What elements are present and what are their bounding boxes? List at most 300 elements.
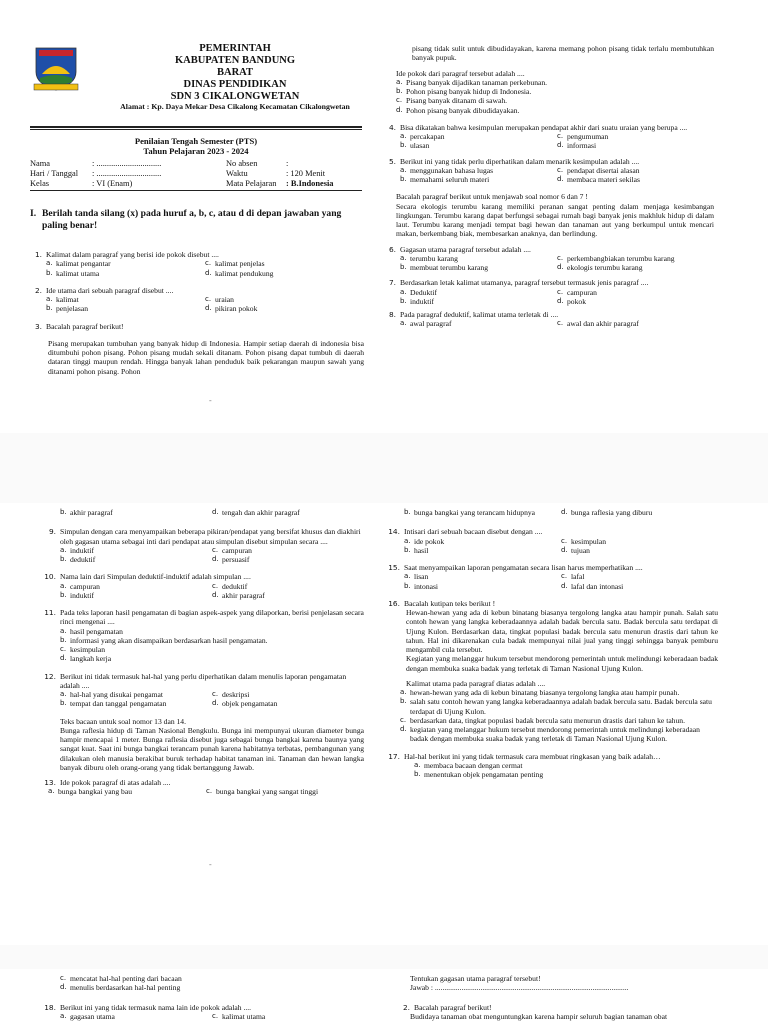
reading-passage: Budidaya tanaman obat menguntungkan karena hampir seluruh bagian tanaman obat [410,1011,668,1021]
option-text: membaca bacaan dengan cermat [424,760,523,770]
page-marker: - [209,860,212,869]
option-letter: a. [396,77,403,86]
answer-option[interactable] [557,297,714,306]
answer-option[interactable] [400,688,718,697]
question [30,286,364,314]
option-letter: b. [60,590,67,599]
option-letter: b. [60,635,67,644]
field-label: No absen [226,158,258,168]
option-letter: b. [400,697,407,706]
question [44,1003,364,1022]
option-letter: a. [60,1011,67,1020]
option-text: kesimpulan [70,645,106,654]
answer-option[interactable] [400,725,718,744]
answer-option[interactable] [414,770,718,779]
option-text: lafal [571,572,585,582]
page-gap [0,945,768,969]
option-text: awal dan akhir paragraf [567,319,639,329]
page-1 [0,0,768,432]
option-text: campuran [222,545,252,555]
option-text: Deduktif [410,287,437,297]
answer-option[interactable] [396,87,714,96]
option-letter: d. [557,263,564,271]
option-list [388,761,718,780]
option-text: kalimat utama [222,1011,266,1021]
option-list [388,688,718,744]
question [388,599,718,744]
answer-option[interactable] [396,96,714,105]
question-number: 17. [388,751,400,761]
page1-right-column [384,44,714,333]
essay-prompt: Tentukan gagasan utama paragraf tersebut! [410,974,541,983]
option-text: ekologis terumbu karang [567,263,643,272]
option-text: hal-hal yang disukai pengamat [70,690,163,699]
question [384,157,714,185]
option-text: informasi [567,141,597,151]
answer-option[interactable] [48,787,206,796]
option-letter: d. [212,508,219,516]
answer-option[interactable] [60,983,364,992]
option-letter: c. [557,165,564,174]
essay-question [398,1003,718,1012]
option-text: bunga raflesia yang diburu [571,508,653,517]
option-letter: a. [400,688,407,696]
option-letter: b. [404,545,411,554]
option-text: membuat terumbu karang [410,263,489,272]
option-text: hewan-hewan yang ada di kebun binatang biasanya tergolong langka atau hampir punah. [410,688,680,697]
answer-option[interactable] [212,582,364,591]
question [388,563,718,591]
answer-line[interactable]: Jawab : ...................................................................................................... [410,983,629,993]
answer-option[interactable] [212,555,364,564]
option-letter: d. [396,105,403,114]
question-text: Hal-hal berikut ini yang tidak termasuk cara membuat ringkasan yang baik adalah… [404,751,661,761]
option-text: kalimat penjelas [215,259,265,269]
answer-option[interactable] [557,288,714,297]
option-text: persuasif [222,555,250,564]
option-letter: c. [557,253,564,262]
answer-option[interactable] [60,636,364,645]
option-letter: b. [46,304,53,313]
answer-option[interactable] [60,654,364,663]
option-letter: b. [60,699,67,708]
page-3 [0,970,768,1024]
question-text: Saat menyampaikan laporan pengamatan secara lisan harus memperhatikan .... [404,563,643,572]
answer-option[interactable] [60,627,364,636]
answer-option[interactable] [557,254,714,263]
option-text: mencatat hal-hal penting dari bacaan [70,974,182,983]
option-text: induktif [410,296,435,306]
option-text: menentukan objek pengamatan penting [424,770,544,779]
option-letter: c. [557,287,564,296]
question-number: 2. [402,1002,410,1012]
option-letter: b. [400,141,407,150]
question-text: Intisari dari sebuah bacaan disebut dengan .... [404,527,543,537]
option-letter: d. [557,175,564,183]
question-number: 1. [34,250,42,259]
answer-option[interactable] [205,259,364,268]
question [44,572,364,600]
question-number: 7. [388,278,396,288]
page-2 [0,504,768,944]
answer-option[interactable] [561,582,718,591]
reading-passage: Bunga raflesia hidup di Taman Nasional Bengkulu. Bunga ini mempunyai ukuran diameter bunga hampir mencapai 1 meter. Bunga raflesia disebut juga sebagai bunga bangkai karena baunya yang sangat kuat. Saat ini bunga bangkai terancam punah karena habitatnya terbatas, pembangunan yang dilakukan oleh manusia berakibat buruk terhadap habitat tanaman ini. Tanaman dan hewan langka banyak diburu oleh orang-orang yang tidak bertanggung Jawab. [60,725,364,772]
answer-option[interactable] [404,582,561,591]
option-letter: d. [557,296,564,305]
option-letter: d. [557,141,564,150]
option-text: tempat dan tanggal pengamatan [70,699,167,709]
answer-option[interactable] [60,690,212,699]
answer-option[interactable] [561,537,718,546]
answer-option[interactable] [400,288,557,297]
exam-title: Penilaian Tengah Semester (PTS) [134,136,258,146]
option-text: kalimat pendukung [215,268,274,278]
option-text: terumbu karang [410,253,458,263]
page3-left-column [44,974,364,1024]
answer-option[interactable] [404,537,561,546]
question-text: Pada paragraf deduktif, kalimat utama terletak di .... [400,310,559,319]
question-text: Bisa dikatakan bahwa kesimpulan merupakan pendapat akhir dari suatu uraian yang berupa .... [400,122,688,132]
option-letter: b. [60,555,67,563]
answer-option[interactable] [400,166,557,175]
option-letter: c. [212,1011,219,1020]
option-text: bunga bangkai yang terancam hidupnya [414,508,536,517]
option-text: lisan [414,572,429,582]
answer-option[interactable] [400,132,557,141]
question [44,608,364,664]
option-letter: d. [561,581,568,590]
question [30,250,364,278]
answer-option[interactable] [46,269,205,278]
question [388,527,718,555]
option-list [44,627,364,664]
header-line: PEMERINTAH [199,43,271,54]
option-text: deduktif [70,555,96,564]
header-divider [30,126,362,128]
option-text: hasil pengamatan [70,626,123,636]
option-letter: c. [205,259,212,268]
option-text: kalimat pengantar [56,259,111,269]
question-number: 12. [44,671,56,681]
answer-option[interactable] [557,263,714,272]
option-text: menulis berdasarkan hal-hal penting [70,983,181,993]
answer-option[interactable] [400,319,557,328]
answer-option[interactable] [212,546,364,555]
option-text: tengah dan akhir paragraf [222,508,300,517]
answer-option[interactable] [400,716,718,725]
option-text: gagasan utama [70,1011,115,1021]
field-label: Mata Pelajaran [226,179,277,189]
option-text: akhir paragraf [70,508,113,517]
option-text: pengumuman [567,132,609,141]
answer-option[interactable] [60,546,212,555]
answer-option[interactable] [557,141,714,150]
option-text: deskripsi [222,690,250,699]
option-letter: c. [557,132,564,140]
answer-option[interactable] [46,304,205,313]
answer-option[interactable] [400,254,557,263]
district-logo [30,44,82,92]
question-text: Simpulan dengan cara menyampaikan beberapa pikiran/pendapat yang bersifat khusus dan diakhiri oleh gagasan utama sebagai inti dari pendapat atau simpulan disebut simpulan secara .... [60,527,361,546]
question-text: Gagasan utama paragraf tersebut adalah .... [400,244,531,254]
option-text: campuran [567,287,597,297]
answer-option[interactable] [561,546,718,555]
option-letter: b. [404,581,411,590]
field-value: : 120 Menit [286,169,326,179]
answer-option[interactable] [557,132,714,141]
answer-option[interactable] [561,508,718,517]
question [44,672,364,709]
answer-option[interactable] [205,295,364,304]
answer-option[interactable] [60,591,212,600]
option-letter: b. [396,87,403,95]
answer-option[interactable] [60,699,212,708]
option-letter: d. [561,508,568,516]
option-letter: d. [212,590,219,599]
option-letter: a. [414,760,421,769]
answer-option[interactable] [205,269,364,278]
option-list [44,508,364,517]
question-number: 10. [44,572,56,582]
option-text: Pohon pisang banyak dibudidayakan. [406,105,520,115]
option-letter: d. [205,304,212,313]
answer-option[interactable] [212,591,364,600]
question-text: Bacalah paragraf berikut! [414,1002,492,1012]
option-text: tujuan [571,545,590,555]
option-letter: c. [396,96,403,105]
option-letter: c. [212,581,219,590]
passage-continuation: pisang tidak sulit untuk dibudidayakan, karena memang pohon pisang tidak terlalu membutuhkan banyak pupuk. [412,44,714,63]
question [30,322,364,331]
question-number: 9. [48,527,56,537]
option-text: ulasan [410,141,430,151]
reading-passage: Secara ekologis terumbu karang memiliki peranan sangat penting dalam menjaga kesimbangan lingkungan. Terumbu karang dapat berfungsi sebagai rumah bagi banyak jenis makhluk hidup di dalam laut. Terumbu karang menjadi tempat bagi hewan dan tanaman aut yang berkumpul untuk mencari makan, berkembang biak, membesarkan anaknya, dan berlindung. [396,201,714,239]
section-instruction [30,208,364,231]
question [384,245,714,273]
answer-option[interactable] [212,1012,364,1021]
option-letter: a. [48,787,55,796]
exam-year: Tahun Pelajaran 2023 - 2024 [143,146,249,157]
question-text: Kalimat dalam paragraf yang berisi ide pokok disebut .... [46,250,219,259]
reading-passage: Pisang merupakan tumbuhan yang banyak hidup di Indonesia. Hampir setiap daerah di indonesia bisa ditumbuhi pohon pisang. Pohon pisang mudah sekali ditanam. Pohon pisang dapat tumbuh di daerah dataran tinggi maupun rendah. Hingga banyak lahan penduduk baik pekarangan maupun sawah yang ditanami pohon pisang. Pohon [48,338,364,376]
option-text: Pisang banyak dijadikan tanaman perkebunan. [406,77,548,87]
question-number: 3. [34,321,42,331]
date-field[interactable]: : ............................... [92,169,162,179]
option-text: Pohon pisang banyak hidup di Indonesia. [406,87,532,96]
field-label: Waktu [226,169,248,179]
question-text: Berikut ini yang tidak perlu diperhatikan dalam menarik kesimpulan adalah .... [400,156,640,166]
question [388,752,718,780]
header-line: KABUPATEN BANDUNG [174,55,296,67]
answer-option[interactable] [400,263,557,272]
reading-passage: Hewan-hewan yang ada di kebun binatang biasanya tergolong langka atau hampir punah. Salah satu contoh hewan yang langka keberadaannya adalah badak bercula satu. Badak bercula satu terdapat di Ujung Kulon. Berdasarkan data, tingkat populasi badak bercula satu menurun drastis dari tahun ke tahun. Hal ini dikarenakan cula badak mempunyai nilai jual yang tinggi sehingga banyak pemburu mengambil cula tersebut. [406,608,718,654]
field-value: : VI (Enam) [92,179,133,189]
page2-right-column [388,508,718,783]
option-letter: b. [404,508,411,516]
question-prompt: Kalimat utama pada paragraf diatas adalah .... [406,678,546,688]
option-letter: a. [400,253,407,262]
option-text: kesimpulan [571,536,607,546]
answer-option[interactable] [557,166,714,175]
question-text: Pada teks laporan hasil pengamatan di bagian aspek-aspek yang dilaporkan, berisi penjelasan secara rinci mengenai .... [60,608,364,627]
option-text: akhir paragraf [222,590,265,600]
header-line: BARAT [217,67,253,79]
option-text: bunga bangkai yang bau [58,787,133,797]
option-text: Pisang banyak ditanam di sawah. [406,96,508,106]
question-number: 15. [388,563,400,572]
option-letter: b. [46,268,53,277]
option-letter: b. [400,296,407,305]
question [384,278,714,306]
question-text: Ide utama dari sebuah paragraf disebut .... [46,285,174,295]
school-address: Alamat : Kp. Daya Mekar Desa Cikalong Kecamatan Cikalongwetan [120,102,350,112]
question-prompt: Ide pokok dari paragraf tersebut adalah .... [396,68,525,78]
page1-left-column [30,250,364,380]
option-text: deduktif [222,581,248,591]
answer-option[interactable] [60,1012,212,1021]
option-letter: a. [60,545,67,554]
option-letter: d. [60,983,67,992]
option-letter: c. [561,536,568,545]
option-letter: a. [400,319,407,328]
answer-option[interactable] [396,78,714,87]
option-letter: d. [60,654,67,663]
option-text: kalimat [56,295,79,304]
student-fields [30,159,362,190]
option-text: lafal dan intonasi [571,581,624,591]
question-number: 11. [44,608,56,617]
exam-identity [30,136,362,190]
option-text: pendapat disertai alasan [567,165,640,175]
answer-option[interactable] [60,582,212,591]
school-header [110,43,360,112]
question-number: 8. [388,310,396,319]
answer-option[interactable] [212,690,364,699]
answer-option[interactable] [557,175,714,184]
answer-option[interactable] [212,508,364,517]
answer-option[interactable] [46,295,205,304]
field-label: Nama [30,158,50,168]
option-letter: a. [400,287,407,296]
question-text: Bacalah kutipan teks berikut ! [404,598,496,608]
answer-option[interactable] [404,508,561,517]
absen-field[interactable]: : [286,158,289,168]
option-letter: d. [205,268,212,277]
question [44,527,364,564]
option-text: awal paragraf [410,319,452,329]
option-letter: b. [400,263,407,271]
option-text: penjelasan [56,304,89,314]
answer-option[interactable] [46,259,205,268]
question-text: Bacalah paragraf berikut! [46,321,124,331]
option-letter: a. [46,259,53,268]
option-letter: c. [205,295,212,303]
question-text: Ide pokok paragraf di atas adalah .... [60,778,171,787]
question-number: 2. [34,285,42,295]
page3-right-column [398,974,718,1021]
option-letter: a. [60,690,67,698]
question-number: 18. [44,1002,56,1012]
answer-option[interactable] [404,546,561,555]
option-letter: b. [60,508,67,516]
option-letter: c. [206,787,213,796]
page-marker: - [209,396,212,405]
section-text: Berilah tanda silang (x) pada huruf a, b, c, atau d di depan jawaban yang paling benar! [42,208,342,231]
option-letter: a. [404,572,411,581]
reading-intro: Bacalah paragraf berikut untuk menjawab soal nomor 6 dan 7 ! [396,192,588,202]
answer-option[interactable] [404,572,561,581]
option-text: memahami seluruh materi [410,175,490,184]
answer-option[interactable] [400,175,557,184]
option-letter: d. [400,725,407,733]
field-value: : B.Indonesia [286,179,334,189]
field-label: Hari / Tanggal [30,169,79,179]
answer-option[interactable] [206,787,364,796]
option-text: uraian [215,295,234,304]
header-divider-thin [30,129,362,130]
question-number: 16. [388,598,400,608]
name-field[interactable]: : ............................... [92,158,162,168]
option-letter: b. [414,770,421,778]
option-list [388,508,718,517]
option-text: pokok [567,296,586,306]
reading-intro: Teks bacaan untuk soal nomor 13 dan 14. [60,716,187,726]
option-letter: c. [212,545,219,554]
answer-option[interactable] [60,974,364,983]
question-number: 5. [388,156,396,166]
option-letter: a. [60,581,67,590]
option-list [44,974,364,993]
option-text: membaca materi sekilas [567,175,640,184]
answer-option[interactable] [400,697,718,716]
question-number: 13. [44,778,56,787]
option-letter: d. [561,545,568,554]
answer-option[interactable] [396,106,714,115]
option-text: menggunakan bahasa lugas [410,165,494,175]
identity-divider [30,190,362,191]
option-list [384,78,714,115]
answer-option[interactable] [557,319,714,328]
answer-option[interactable] [561,572,718,581]
answer-option[interactable] [60,508,212,517]
answer-option[interactable] [400,297,557,306]
answer-option[interactable] [212,699,364,708]
option-text: campuran [70,581,100,591]
option-text: berdasarkan data, tingkat populasi badak bercula satu menurun drastis dari tahun ke tahun. [410,715,685,725]
option-letter: a. [404,536,411,545]
option-text: perkembangbiakan terumbu karang [567,253,675,263]
option-text: salah satu contoh hewan yang langka keberadaannya adalah badak bercula satu. Badak bercula satu terdapat di Ujung Kulon. [410,697,712,716]
option-letter: c. [212,690,219,698]
question-number: 14. [388,527,400,537]
option-letter: a. [400,132,407,140]
option-text: pikiran pokok [215,304,258,314]
option-letter: c. [557,319,564,328]
option-text: percakapan [410,132,445,141]
answer-option[interactable] [400,141,557,150]
reading-passage: Kegiatan yang melanggar hukum tersebut mendorong pemerintah untuk melindungi keberadaan badak dengan membuka suaka badak yang terletak di Taman Nasional Ujung Kulon. [406,654,718,673]
answer-option[interactable] [205,304,364,313]
answer-option[interactable] [60,555,212,564]
answer-option[interactable] [414,761,718,770]
page-gap [0,433,768,503]
option-text: kegiatan yang melanggar hukum tersebut mendorong pemerintah untuk melindungi keberadaan badak dengan membuka suaka badak yang terletak di Taman Nasional Ujung Kulon. [410,725,700,744]
question [44,778,364,797]
option-letter: d. [212,699,219,708]
answer-option[interactable] [60,645,364,654]
option-letter: c. [400,715,407,724]
option-text: objek pengamatan [222,699,278,709]
